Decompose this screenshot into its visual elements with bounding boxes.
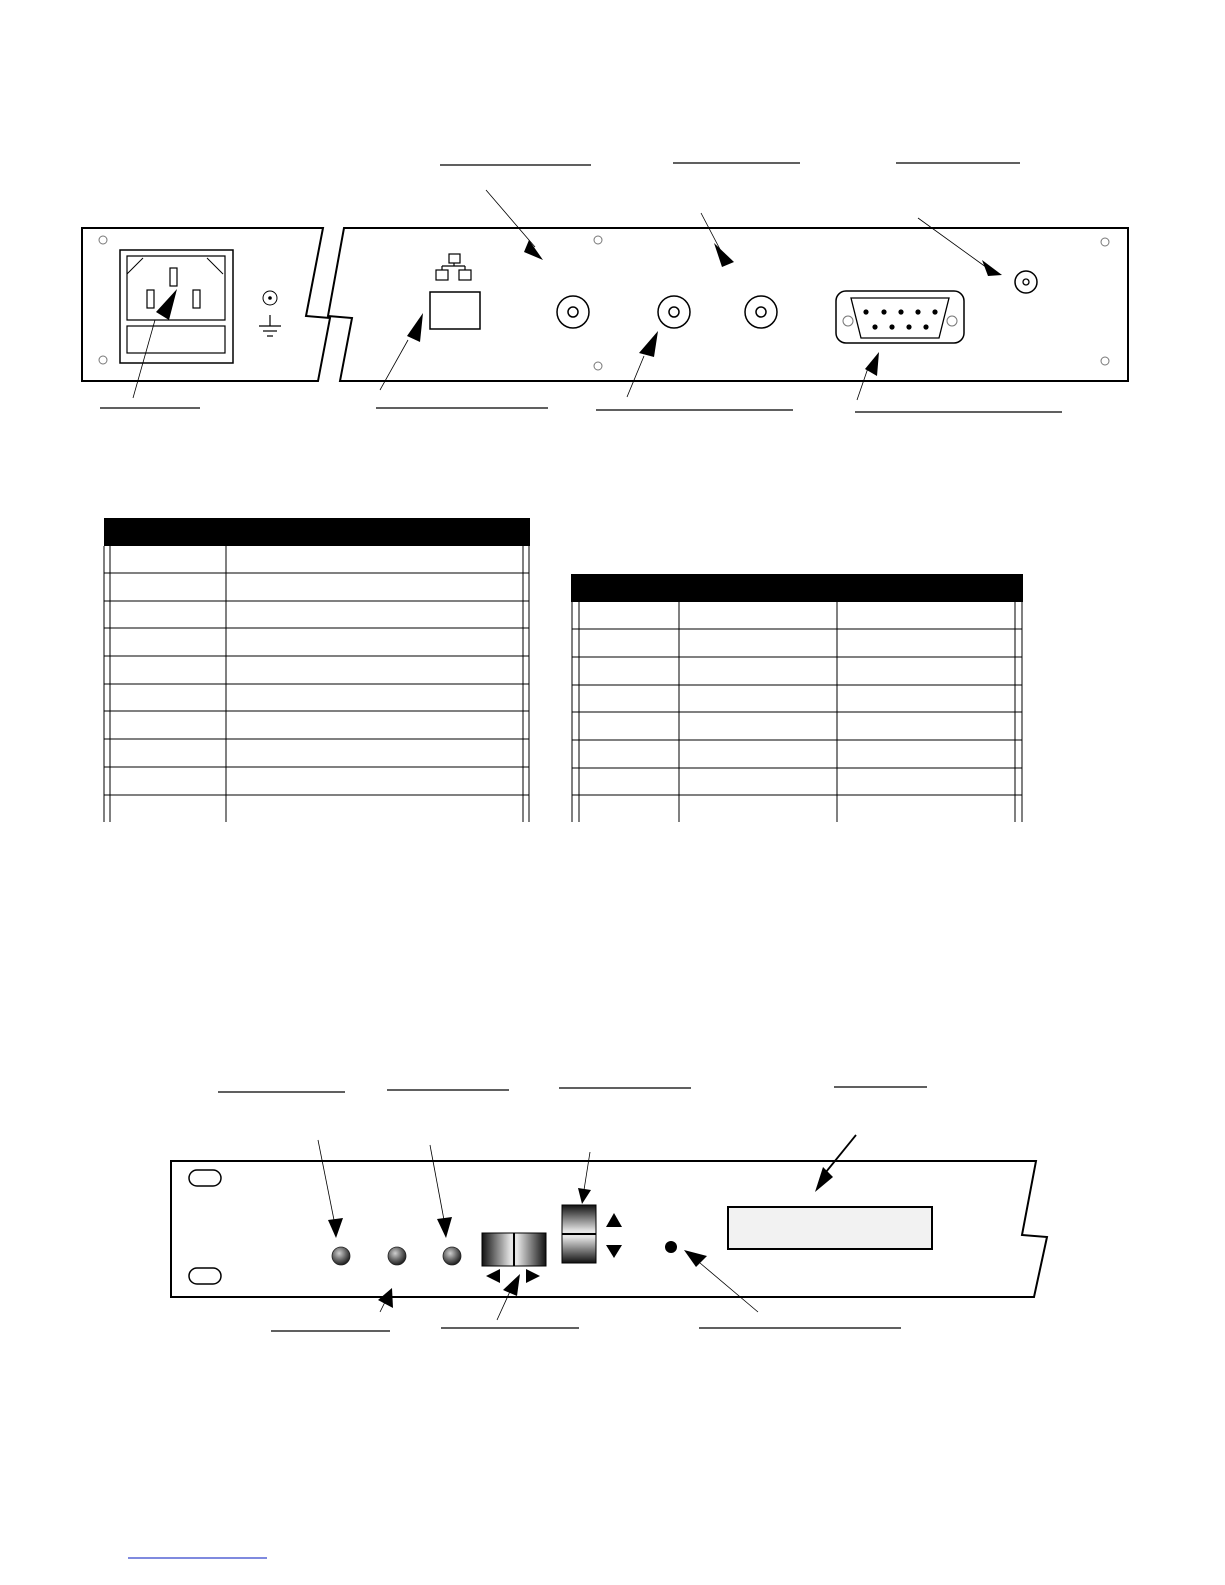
push-button[interactable] [665,1241,677,1253]
table-right [571,574,1023,822]
left-right-key[interactable] [482,1233,546,1266]
rear-coax-jack-a[interactable] [557,296,589,328]
front-panel [171,1087,1047,1331]
front-callout-lines-top [218,1087,927,1092]
status-led-right [443,1247,461,1265]
front-callout-lines-bottom [271,1328,901,1331]
status-led-left [332,1247,350,1265]
rack-slot-bottom [189,1268,221,1284]
ethernet-port[interactable] [430,292,480,329]
rear-callout-lines-bottom [100,408,1062,412]
ac-power-inlet-icon [120,250,233,363]
rear-panel [82,163,1128,412]
status-led-middle [388,1247,406,1265]
db9-connector-icon[interactable] [836,291,964,343]
rear-callout-lines-top [440,163,1020,165]
up-down-key[interactable] [562,1205,596,1263]
rear-coax-jack-b[interactable] [658,296,690,328]
lcd-display [728,1207,932,1249]
table-left [104,518,530,822]
rear-coax-jack-c[interactable] [745,296,777,328]
rear-test-point[interactable] [1015,271,1037,293]
rack-slot-top [189,1170,221,1186]
